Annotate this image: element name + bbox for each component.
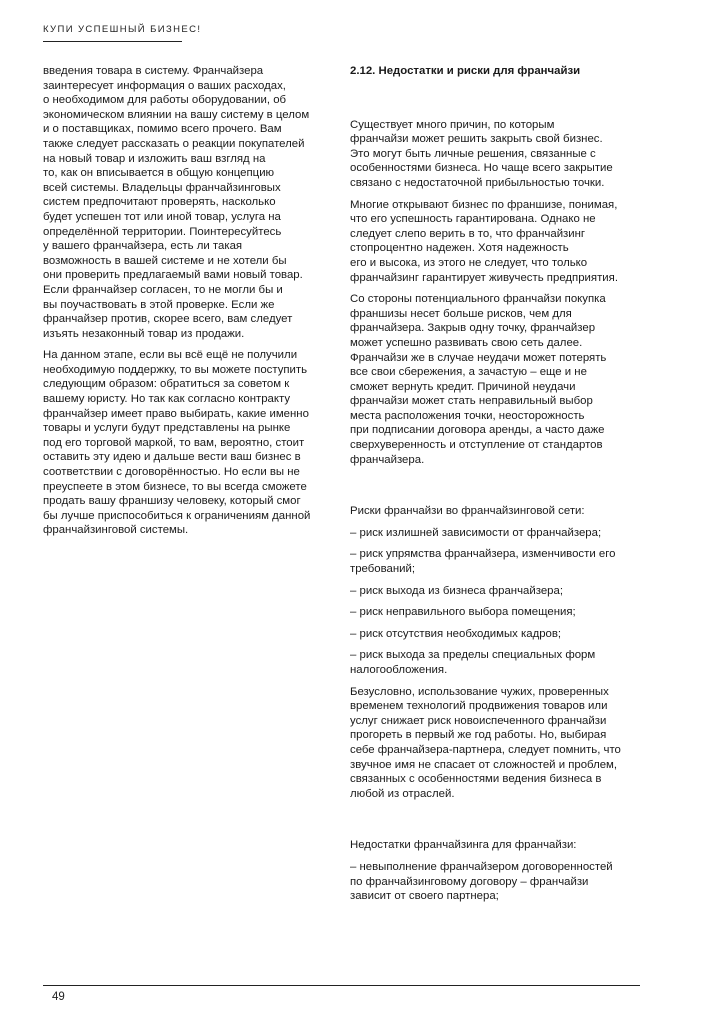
text-line: сверхуверенность и отступление от стандартов [350, 439, 603, 452]
text-line: франчайзинговой системы. [43, 524, 189, 537]
text-line: Со стороны потенциального франчайзи покупка [350, 293, 606, 306]
disadvantages-title: Недостатки франчайзинга для франчайзи: [350, 839, 577, 852]
text-line: также следует рассказать о реакции покупателей [43, 137, 305, 150]
text-line: что его успешность гарантирована. Однако не [350, 213, 596, 226]
text-line: преуспеете в этом бизнесе, то вы всегда сможете [43, 480, 307, 493]
text-line: всей системы. Владельцы франчайзинговых [43, 181, 281, 194]
risks-title: Риски франчайзи во франчайзинговой сети: [350, 505, 585, 518]
text-line: франчайзинг гарантирует живучесть предприятия. [350, 271, 618, 284]
page-number: 49 [52, 991, 65, 1003]
text-line: франчайзера. Закрыв одну точку, франчайзер [350, 322, 596, 335]
section-heading: 2.12. Недостатки и риски для франчайзи [350, 65, 581, 77]
text-line: товары и услуги будут представлены на рынке [43, 422, 291, 435]
risk-list [350, 526, 642, 678]
text-line: будет успешен тот или иной товар, услуга на [43, 210, 281, 223]
text-line: стопроцентно надежен. Хотя надежность [350, 242, 569, 255]
text-line: временем технологий продвижения товаров или [350, 700, 608, 713]
text-line: может успешно развивать свою сеть далее. [350, 336, 583, 349]
text-line: необходимую поддержку, то вы можете поступить [43, 363, 308, 376]
paragraph [350, 685, 642, 802]
text-line: Существует много причин, по которым [350, 118, 555, 131]
text-line: франшизы несет больше рисков, чем для [350, 307, 572, 320]
text-line: – невыполнение франчайзером договоренностей [350, 860, 613, 873]
text-line: – риск отсутствия необходимых кадров; [350, 627, 562, 640]
text-line: требований; [350, 563, 416, 576]
paragraph [350, 198, 642, 286]
text-line: бы лучше приспособиться к ограничениям данной [43, 509, 311, 522]
text-line: то, как он вписывается в общую концепцию [43, 167, 275, 180]
text-line: у вашего франчайзера, есть ли такая [43, 240, 243, 253]
risk-item [350, 627, 642, 642]
paragraph [350, 292, 642, 467]
running-header: КУПИ УСПЕШНЫЙ БИЗНЕС! [43, 24, 202, 35]
text-line: по франчайзинговому договору – франчайзи [350, 875, 589, 888]
text-line: экономическом влиянии на вашу систему в целом [43, 108, 310, 121]
text-line: – риск упрямства франчайзера, изменчивости его [350, 548, 616, 561]
text-line: и о поставщиках, помимо всего прочего. Вам [43, 123, 282, 136]
text-line: введения товара в систему. Франчайзера [43, 65, 264, 77]
text-line: места расположения точки, неосторожность [350, 409, 585, 422]
text-line: себе франчайзера-партнера, следует помнить, что [350, 743, 621, 756]
text-line: зависит от своего партнера; [350, 890, 499, 903]
text-line: франчайзи может решить закрыть свой бизнес. [350, 133, 603, 146]
text-line: все свои сбережения, а зачастую – еще и не [350, 366, 587, 379]
text-line: услуг снижает риск новоиспеченного франчайзи [350, 714, 607, 727]
text-line: изъять незаконный товар из продажи. [43, 327, 245, 340]
paragraph [43, 348, 335, 538]
text-line: Франчайзи же в случае неудачи может потерять [350, 351, 607, 364]
text-line: звучное имя не спасает от сложностей и проблем, [350, 758, 618, 771]
spacer [350, 474, 642, 504]
text-line: связанных с особенностями ведения бизнеса в [350, 773, 602, 786]
risk-item [350, 526, 642, 541]
text-line: его и высока, из этого не следует, что только [350, 256, 588, 269]
text-line: определённой территории. Поинтересуйтесь [43, 225, 282, 238]
text-line: Если франчайзер согласен, то не могли бы и [43, 283, 283, 296]
header-rule [43, 41, 182, 42]
left-column [43, 64, 335, 545]
spacer [350, 808, 642, 838]
text-line: Многие открывают бизнес по франшизе, понимая, [350, 198, 618, 211]
text-line: систем предпочитают проверять, насколько [43, 196, 276, 209]
text-line: о необходимом для работы оборудовании, об [43, 94, 287, 107]
risk-item [350, 547, 642, 576]
spacer [350, 86, 642, 118]
text-line: связано с недостаточной прибыльностью точки. [350, 176, 605, 189]
text-line: заинтересует информация о ваших расходах, [43, 79, 286, 92]
paragraph [350, 860, 642, 904]
text-line: возможность в вашей системе и не хотели бы [43, 254, 287, 267]
text-line: оставить эту идею и дальше вести ваш бизнес в [43, 451, 301, 464]
text-line: особенностями бизнеса. Но чаще всего закрытие [350, 162, 613, 175]
text-line: Безусловно, использование чужих, проверенных [350, 685, 609, 698]
text-line: франчайзера. [350, 453, 425, 466]
right-column [350, 64, 642, 911]
text-line: Это могут быть личные решения, связанные с [350, 147, 596, 160]
text-line: – риск неправильного выбора помещения; [350, 606, 576, 619]
text-line: – риск излишней зависимости от франчайзера; [350, 526, 602, 539]
text-line: любой из отраслей. [350, 787, 455, 800]
footer-rule [43, 985, 640, 986]
text-line: вы поучаствовать в этой проверке. Если же [43, 298, 275, 311]
text-line: прогореть в первый же год работы. Но, выбирая [350, 729, 607, 742]
text-line: они проверить предлагаемый вами новый товар. [43, 269, 303, 282]
text-line: продать вашу франшизу человеку, который смог [43, 495, 301, 508]
text-line: франчайзи может стать неправильный выбор [350, 395, 593, 408]
paragraph [350, 118, 642, 191]
text-line: На данном этапе, если вы всё ещё не получили [43, 349, 298, 362]
text-line: – риск выхода за пределы специальных форм [350, 649, 596, 662]
risk-item [350, 584, 642, 599]
text-line: франчайзер против, скорее всего, вам следует [43, 313, 293, 326]
text-line: налогообложения. [350, 664, 448, 676]
text-line: под его торговой маркой, то вам, вероятно, стоит [43, 436, 305, 449]
text-line: соответствии с договорённостью. Но если вы не [43, 466, 300, 479]
text-line: сможет вернуть кредит. Причиной неудачи [350, 380, 576, 393]
risk-item [350, 648, 642, 677]
text-line: следующим образом: обратиться за советом к [43, 378, 290, 391]
text-line: на новый товар и изложить ваш взгляд на [43, 152, 266, 165]
text-line: следует слепо верить в то, что франчайзинг [350, 227, 586, 240]
text-line: при подписании договора аренды, а часто даже [350, 424, 605, 437]
text-line: франчайзер имеет право выбирать, какие именно [43, 407, 309, 420]
risk-item [350, 605, 642, 620]
paragraph [43, 64, 335, 341]
text-line: вашему юристу. Но так как согласно контракту [43, 393, 291, 406]
text-line: – риск выхода из бизнеса франчайзера; [350, 584, 563, 597]
